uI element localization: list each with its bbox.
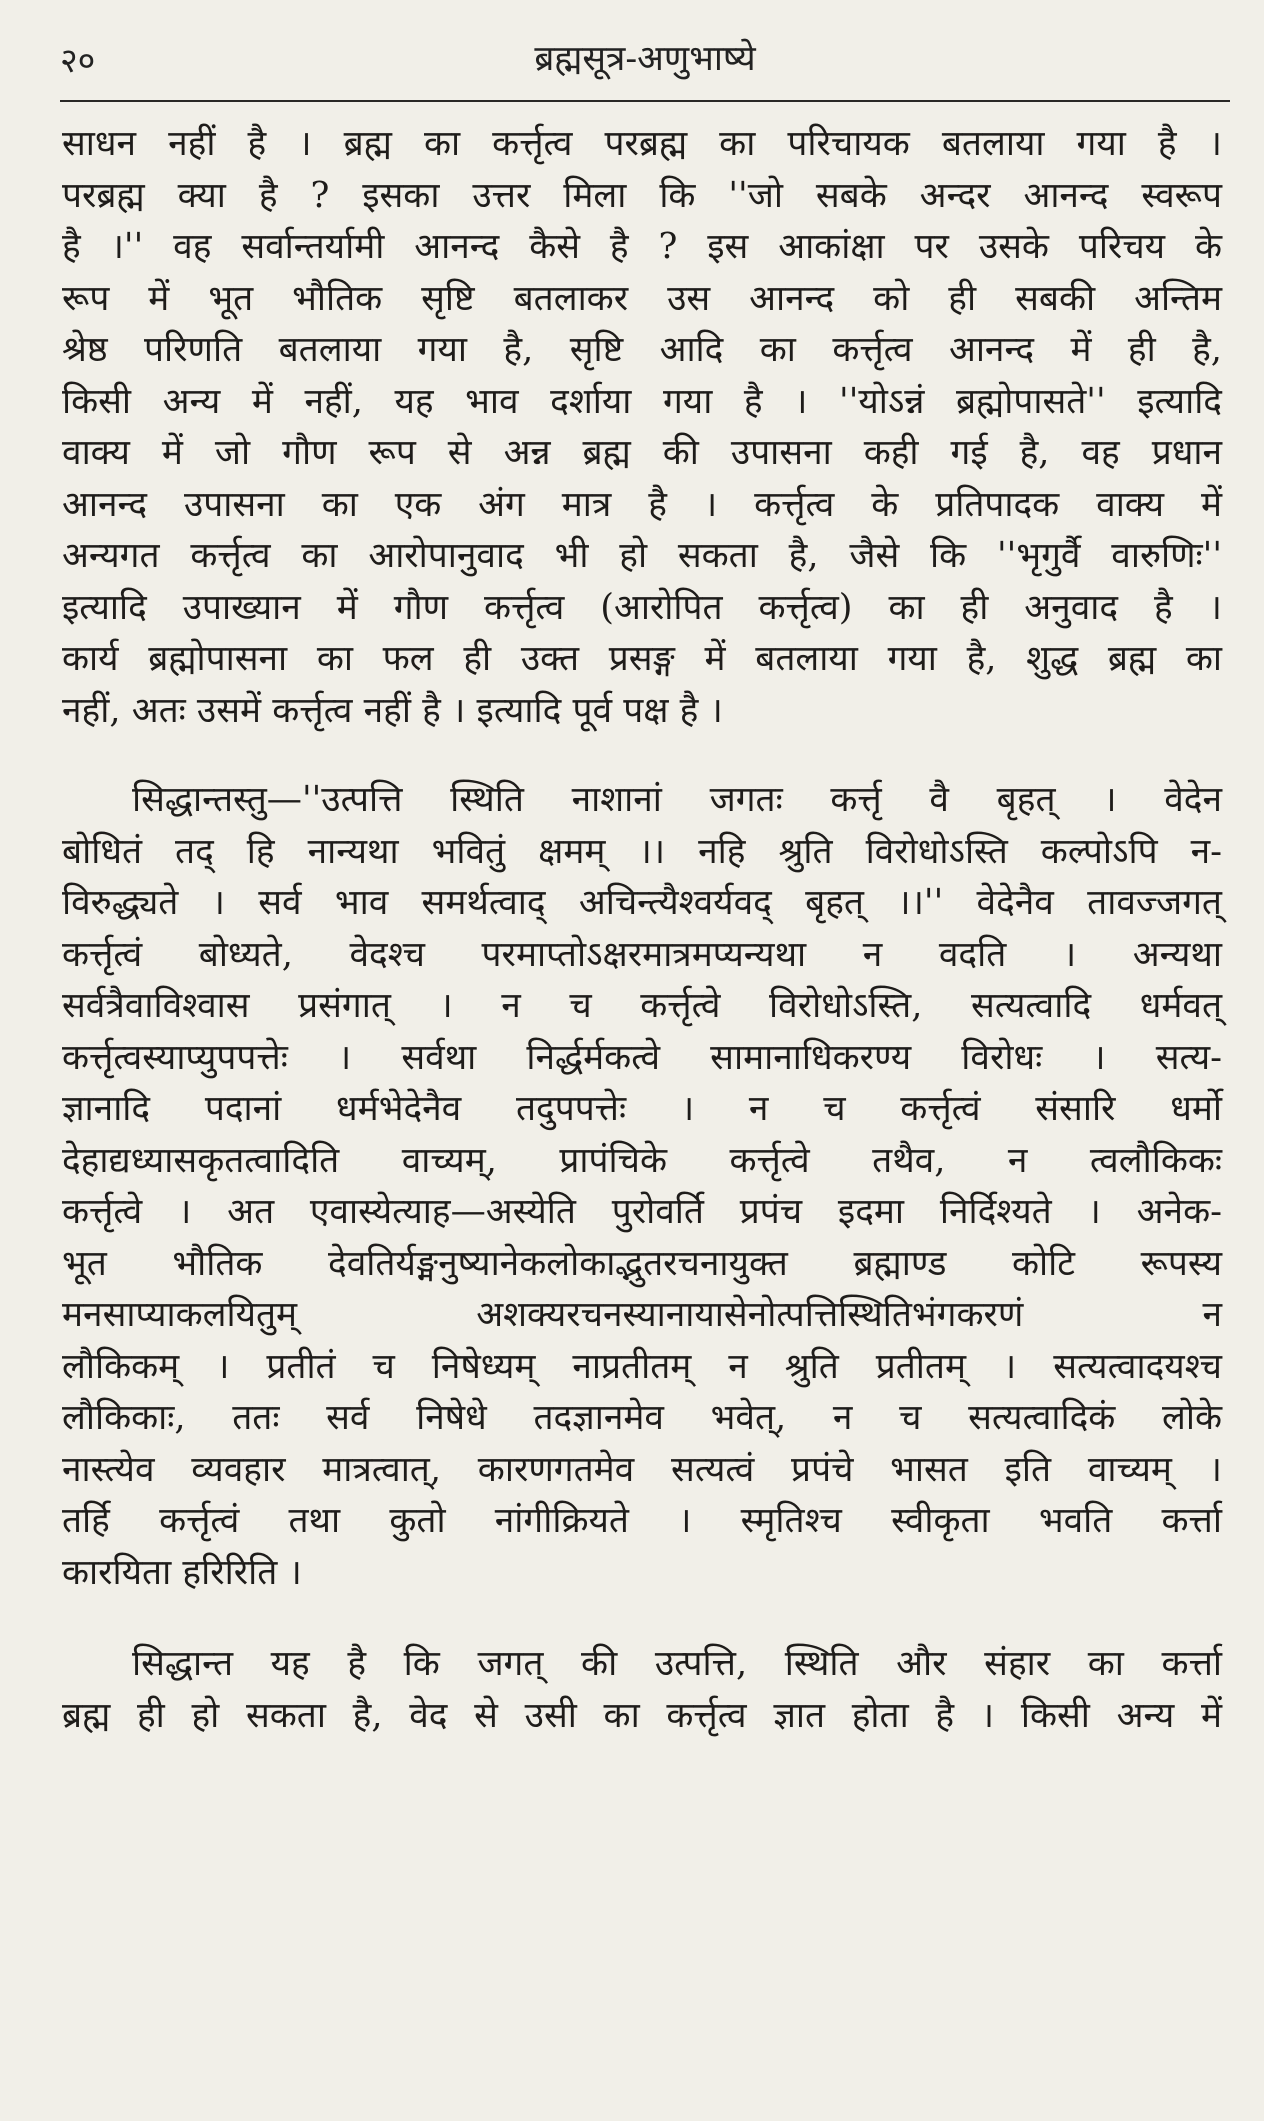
text-line: नहीं, अतः उसमें कर्त्तृत्व नहीं है । इत्यादि पूर्व पक्ष है । bbox=[62, 689, 723, 731]
paragraph-purvapaksha bbox=[62, 118, 1222, 736]
text-line: कर्त्तृत्वं बोध्यते, वेदश्च परमाप्तोऽक्षरमात्रमप्यन्यथा न वदति । अन्यथा bbox=[62, 933, 1222, 975]
text-line: कारयिता हरिरिति । bbox=[62, 1551, 302, 1593]
text-line: विरुद्ध्यते । सर्व भाव समर्थत्वाद् अचिन्त्यैश्वर्यवद् बृहत् ।।'' वेदेनैव तावज्जगत् bbox=[62, 882, 1222, 923]
text-line: तर्हि कर्त्तृत्वं तथा कुतो नांगीक्रियते । स्मृतिश्च स्वीकृता भवति कर्त्ता bbox=[62, 1500, 1222, 1541]
text-line: सिद्धान्तस्तु—''उत्पत्ति स्थिति नाशानां जगतः कर्त्तृ वै बृहत् । वेदेन bbox=[132, 779, 1222, 820]
text-line: रूप में भूत भौतिक सृष्टि बतलाकर उस आनन्द को ही सबकी अन्तिम bbox=[62, 277, 1222, 319]
text-line: कर्त्तृत्वस्याप्युपपत्तेः । सर्वथा निर्द्धर्मकत्वे सामानाधिकरण्य विरोधः । सत्य- bbox=[62, 1036, 1222, 1078]
text-line: श्रेष्ठ परिणति बतलाया गया है, सृष्टि आदि का कर्त्तृत्व आनन्द में ही है, bbox=[62, 329, 1222, 370]
text-line: अन्यगत कर्त्तृत्व का आरोपानुवाद भी हो सकता है, जैसे कि ''भृगुर्वै वारुणिः'' bbox=[62, 535, 1222, 576]
text-line: बोधितं तद् हि नान्यथा भवितुं क्षमम् ।। नहि श्रुति विरोधोऽस्ति कल्पोऽपि न- bbox=[62, 830, 1222, 872]
text-line: किसी अन्य में नहीं, यह भाव दर्शाया गया है । ''योऽन्नं ब्रह्मोपासते'' इत्यादि bbox=[62, 380, 1222, 422]
text-line: परब्रह्म क्या है ? इसका उत्तर मिला कि ''जो सबके अन्दर आनन्द स्वरूप bbox=[62, 174, 1222, 216]
text-line: कार्य ब्रह्मोपासना का फल ही उक्त प्रसङ्ग में बतलाया गया है, शुद्ध ब्रह्म का bbox=[62, 638, 1222, 679]
text-line: लौकिकम् । प्रतीतं च निषेध्यम् नाप्रतीतम् न श्रुति प्रतीतम् । सत्यत्वादयश्च bbox=[62, 1345, 1222, 1387]
text-line: कर्त्तृत्वे । अत एवास्येत्याह—अस्येति पुरोवर्ति प्रपंच इदमा निर्दिश्यते । अनेक- bbox=[62, 1191, 1222, 1232]
text-line: ज्ञानादि पदानां धर्मभेदेनैव तदुपपत्तेः । न च कर्त्तृत्वं संसारि धर्मो bbox=[62, 1088, 1222, 1129]
body-text bbox=[62, 118, 1222, 1741]
text-line: नास्त्येव व्यवहार मात्रत्वात्, कारणगतमेव सत्यत्वं प्रपंचे भासत इति वाच्यम् । bbox=[62, 1448, 1222, 1490]
text-line: देहाद्यध्यासकृतत्वादिति वाच्यम्, प्रापंचिके कर्त्तृत्वे तथैव, न त्वलौकिकः bbox=[62, 1139, 1222, 1181]
text-line: साधन नहीं है । ब्रह्म का कर्त्तृत्व परब्रह्म का परिचायक बतलाया गया है । bbox=[62, 123, 1222, 164]
text-line: है ।'' वह सर्वान्तर्यामी आनन्द कैसे है ? इस आकांक्षा पर उसके परिचय के bbox=[62, 226, 1222, 267]
text-line: ब्रह्म ही हो सकता है, वेद से उसी का कर्त्तृत्व ज्ञात होता है । किसी अन्य में bbox=[62, 1694, 1222, 1736]
paragraph-siddhanta-sanskrit bbox=[62, 774, 1222, 1598]
text-line: लौकिकाः, ततः सर्व निषेधे तदज्ञानमेव भवेत्, न च सत्यत्वादिकं लोके bbox=[62, 1397, 1222, 1438]
text-line: आनन्द उपासना का एक अंग मात्र है । कर्त्तृत्व के प्रतिपादक वाक्य में bbox=[62, 483, 1222, 525]
paragraph-siddhanta-hindi bbox=[62, 1638, 1222, 1741]
running-title: ब्रह्मसूत्र-अणुभाष्ये bbox=[534, 39, 756, 79]
text-line: सिद्धान्त यह है कि जगत् की उत्पत्ति, स्थिति और संहार का कर्त्ता bbox=[132, 1643, 1222, 1684]
text-line: वाक्य में जो गौण रूप से अन्न ब्रह्म की उपासना कही गई है, वह प्रधान bbox=[62, 432, 1222, 473]
text-line: भूत भौतिक देवतिर्यङ्मनुष्यानेकलोकाद्भुतरचनायुक्त ब्रह्माण्ड कोटि रूपस्य bbox=[62, 1242, 1222, 1284]
text-line: मनसाप्याकलयितुम् अशक्यरचनस्यानायासेनोत्पत्तिस्थितिभंगकरणं न bbox=[62, 1294, 1222, 1335]
text-line: इत्यादि उपाख्यान में गौण कर्त्तृत्व (आरोपित कर्त्तृत्व) का ही अनुवाद है । bbox=[62, 586, 1222, 628]
page-header bbox=[60, 30, 1230, 102]
text-line: सर्वत्रैवाविश्वास प्रसंगात् । न च कर्त्तृत्वे विरोधोऽस्ति, सत्यत्वादि धर्मवत् bbox=[62, 985, 1222, 1026]
page-number: २० bbox=[60, 41, 96, 81]
